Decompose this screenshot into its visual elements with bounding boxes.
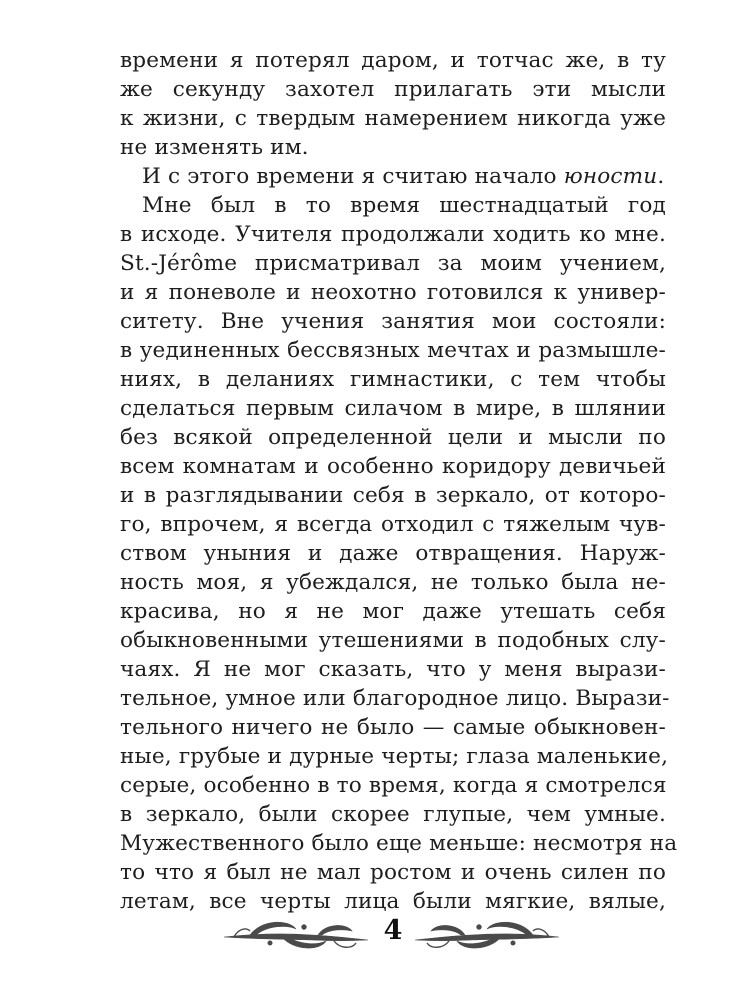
page-footer (0, 905, 750, 965)
text-line: и в разглядывании себя в зеркало, от которо- (120, 483, 666, 508)
right-flourish-icon (411, 913, 561, 955)
page-text (120, 46, 678, 916)
text-line: го, впрочем, я всегда отходил с тяжелым чув- (120, 512, 666, 537)
text-line: Мужественного было еще меньше: несмотря на (120, 831, 678, 856)
text-line: чаях. Я не мог сказать, что у меня вырази- (120, 657, 666, 682)
text-line: и я поневоле и неохотно готовился к универ- (120, 280, 666, 305)
text-line: же секунду захотел прилагать эти мысли (120, 77, 666, 102)
text-line-start: И с этого времени я считаю начало (142, 164, 564, 189)
text-line: St.-Jérôme присматривал за моим учением, (120, 251, 666, 276)
text-line: без всякой определенной цели и мысли по (120, 425, 666, 450)
text-line: тельное, умное или благородное лицо. Вырази- (120, 686, 670, 711)
text-line: в уединенных бессвязных мечтах и размышле- (120, 338, 666, 363)
text-line: сделаться первым силачом в мире, в шлянии (120, 396, 666, 421)
text-line: в исходе. Учителя продолжали ходить ко мне. (120, 222, 666, 247)
text-line: к жизни, с твердым намерением никогда уже (120, 106, 666, 131)
text-line: ниях, в деланиях гимнастики, с тем чтобы (120, 367, 666, 392)
left-flourish-icon (222, 913, 372, 955)
text-line: всем комнатам и особенно коридору девичьей (120, 454, 666, 479)
text-line: обыкновенными утешениями в подобных слу- (120, 628, 666, 653)
text-line: в зеркало, были скорее глупые, чем умные. (120, 802, 666, 827)
italic-word: юности (563, 164, 658, 189)
text-line: летам, все черты лица были мягкие, вялые, (120, 889, 666, 914)
text-line: то что я был не мал ростом и очень силен по (120, 860, 666, 885)
page-number: 4 (383, 915, 403, 946)
text-line: времени я потерял даром, и тотчас же, в ту (120, 48, 666, 73)
text-line: ством уныния и даже отвращения. Наруж- (120, 541, 666, 566)
text-line: тельного ничего не было — самые обыкновен- (120, 715, 666, 740)
text-line: серые, особенно в то время, когда я смотрелся (120, 773, 667, 798)
text-line: ность моя, я убеждался, не только была не- (120, 570, 666, 595)
text-line: красива, но я не мог даже утешать себя (120, 599, 666, 624)
text-line: ные, грубые и дурные черты; глаза маленькие, (120, 744, 669, 769)
text-line: Мне был в то время шестнадцатый год (142, 193, 666, 218)
text-line (120, 162, 666, 191)
text-line: ситету. Вне учения занятия мои состояли: (120, 309, 666, 334)
text-line-end: . (657, 164, 665, 189)
text-line: не изменять им. (120, 135, 309, 160)
